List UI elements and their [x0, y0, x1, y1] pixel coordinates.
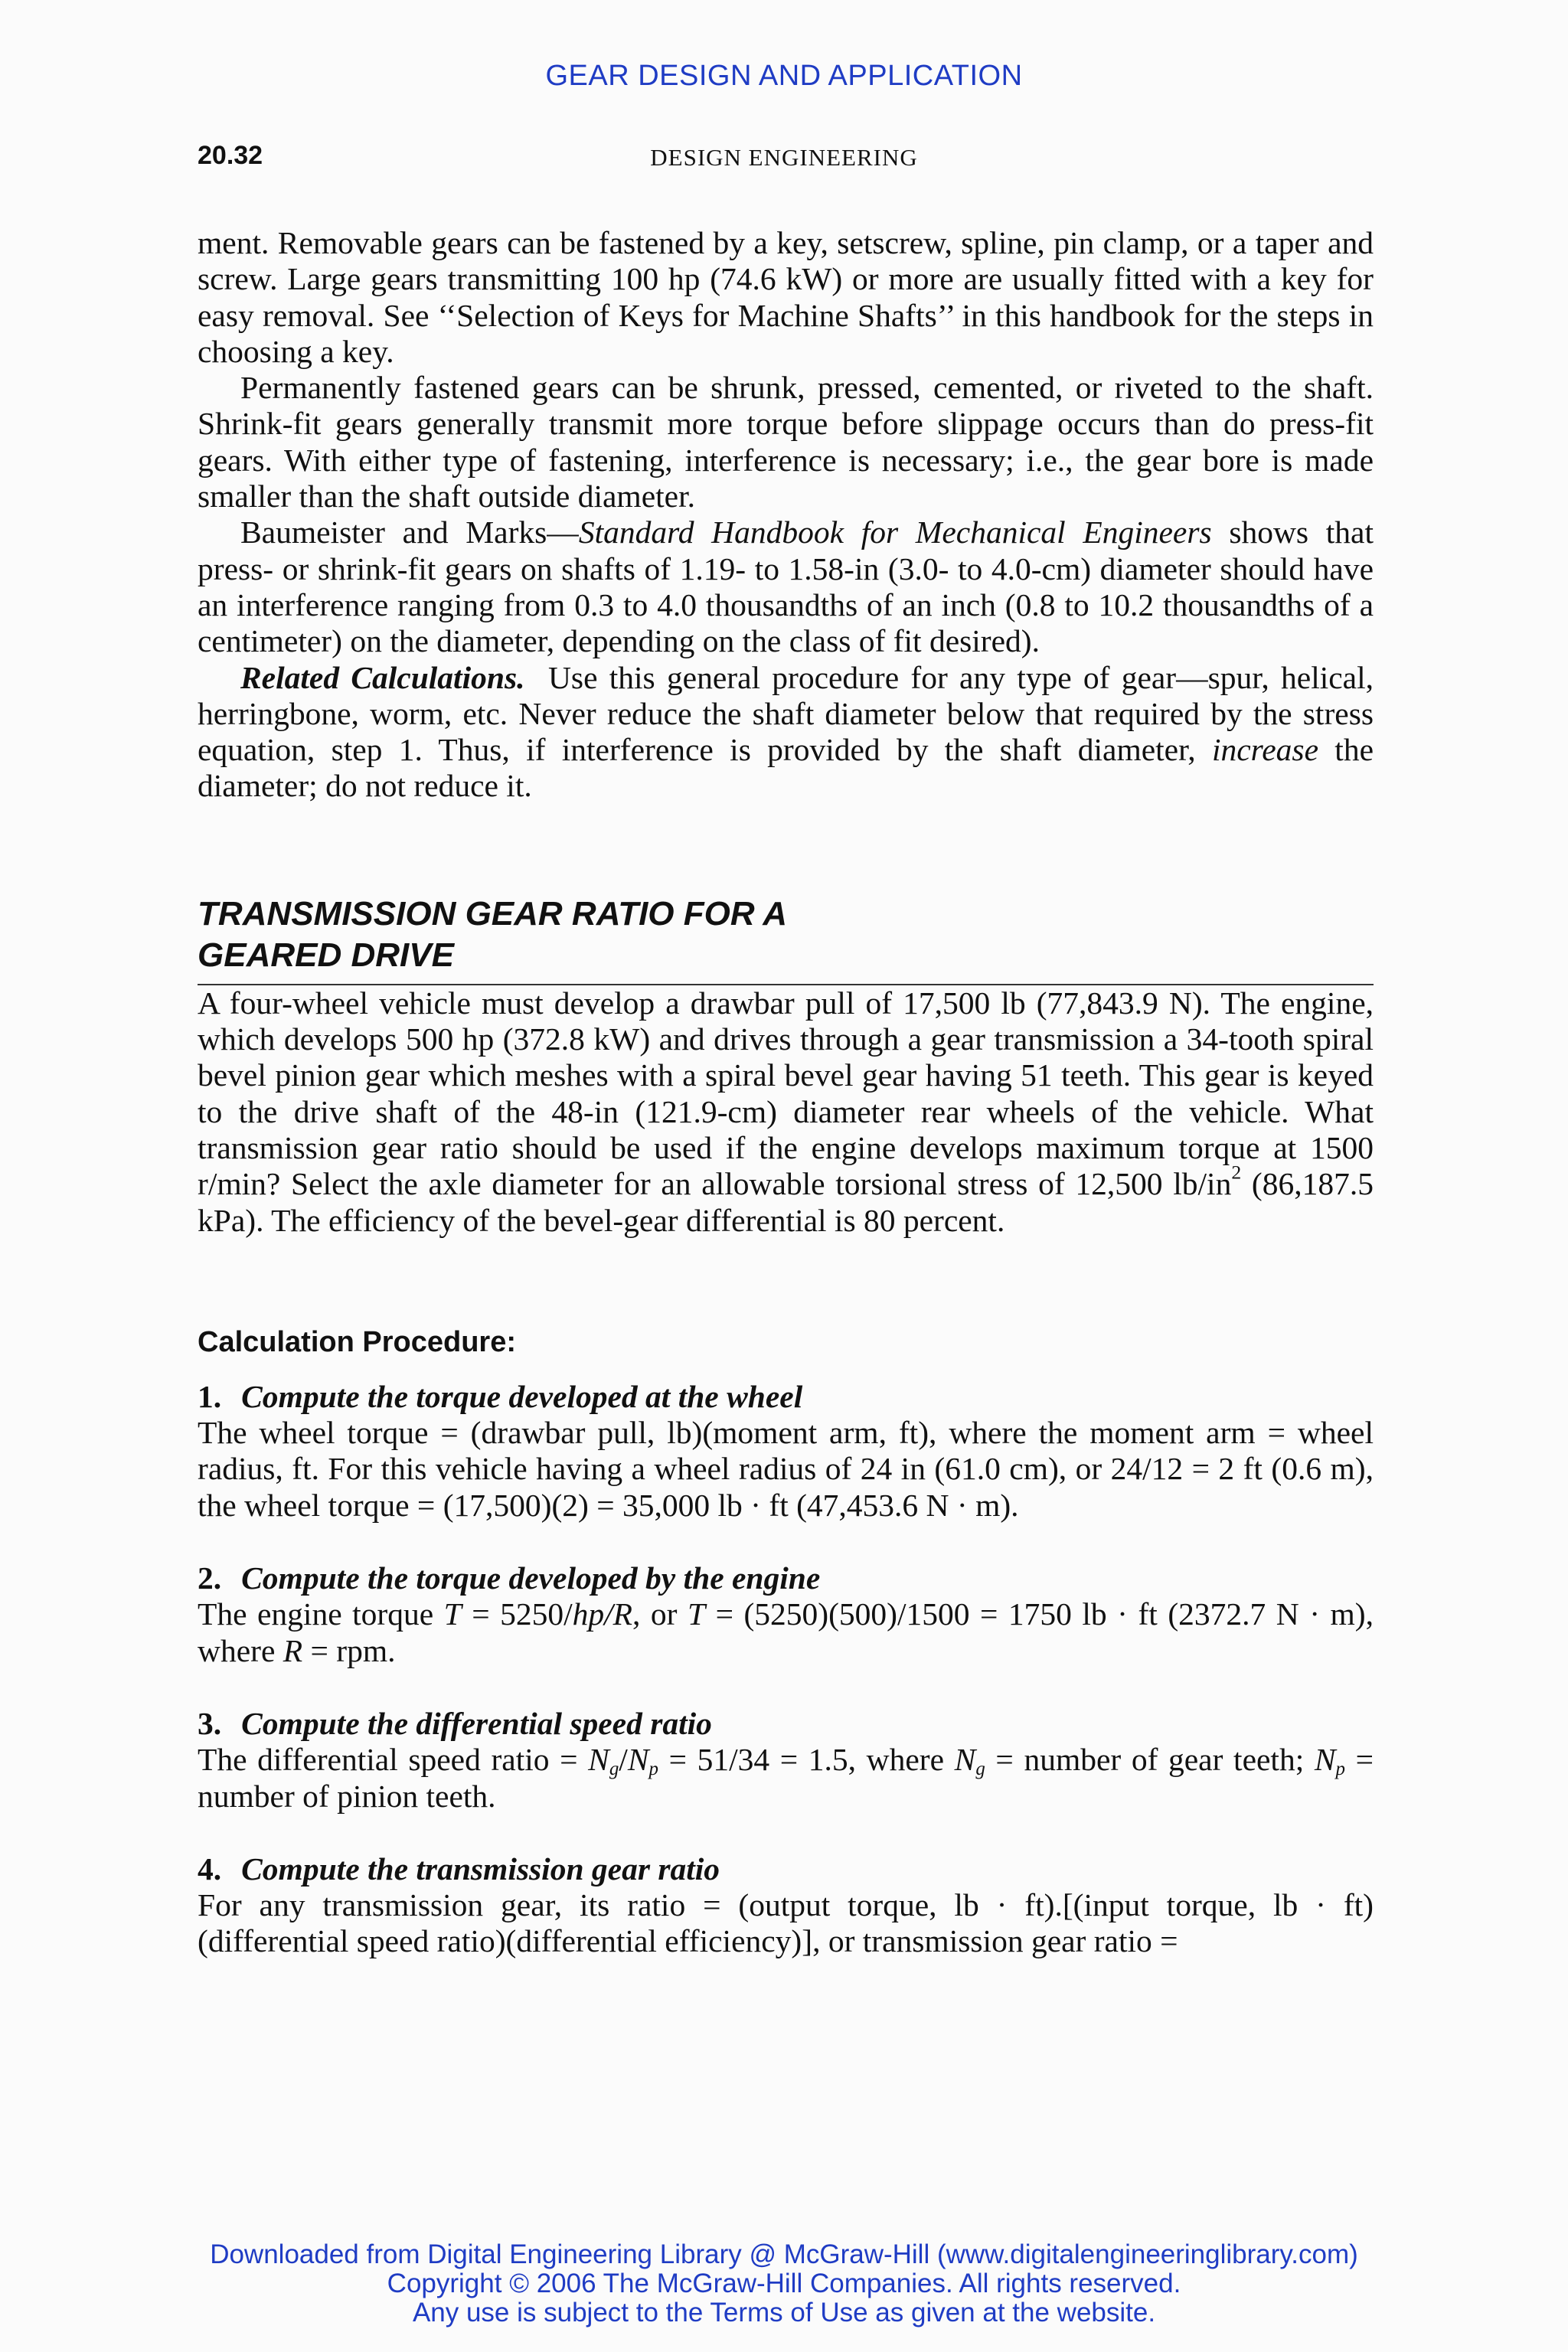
footer-copyright: Copyright © 2006 The McGraw-Hill Companies. All rights reserved.: [387, 2269, 1181, 2298]
problem-statement: A four-wheel vehicle must develop a drawbar pull of 17,500 lb (77,843.9 N). The engine, which develops 500 hp (372.8 kW) and drives through a gear transmission a 34-tooth spiral bevel pinion gear which meshes with a spiral bevel gear having 51 teeth. This gear is keyed to the drive shaft of the 48-in (121.9-cm) diameter rear wheels of the vehicle. What transmission gear ratio should be used if the engine develops maximum torque at 1500 r/min? Select the axle diameter for an allowable torsional stress of 12,500 $lb/in^2$ (86,187.5 kPa). The efficiency of the bevel-gear differential is 80 percent.: [198, 985, 1374, 1238]
step-text: The engine torque T = 5250/hp/R, or T = (5250)(500)/1500 = 1750 lb · ft (2372.7 N · m), where R = rpm.: [198, 1596, 1374, 1668]
step-text: The wheel torque = (drawbar pull, lb)(moment arm, ft), where the moment arm = wheel radius, ft. For this vehicle having a wheel radius of 24 in (61.0 cm), or 24/12 = 2 ft (0.6 m), the wheel torque = (17,500)(2) = 35,000 lb · ft (47,453.6 N · m).: [198, 1415, 1374, 1523]
paragraph-interference: Baumeister and Marks—Standard Handbook for Mechanical Engineers shows that press- or shrink-fit gears on shafts of 1.19- to 1.58-in (3.0- to 4.0-cm) diameter should have an interference ranging from 0.3 to 4.0 thousandths of an inch (0.8 to 10.2 thousandths of a centimeter) on the diameter, depending on the class of fit desired).: [198, 514, 1374, 659]
step-4: [198, 1851, 1374, 1960]
step-title: 2. Compute the torque developed by the engine: [198, 1560, 821, 1596]
related-calculations-runin: Related Calculations.: [240, 659, 525, 695]
footer-download-link[interactable]: Downloaded from Digital Engineering Library @ McGraw-Hill (www.digitalengineeringlibrary.com): [210, 2239, 1358, 2269]
footer-notice: [0, 2240, 1568, 2328]
calculation-procedure-heading: Calculation Procedure:: [198, 1325, 516, 1358]
step-2: [198, 1560, 1374, 1669]
step-1: [198, 1379, 1374, 1524]
step-3: [198, 1706, 1374, 1815]
step-title: 3. Compute the differential speed ratio: [198, 1705, 712, 1741]
paragraph-related-calculations: Related Calculations. Use this general procedure for any type of gear—spur, helical, herringbone, worm, etc. Never reduce the shaft diameter below that required by the stress equation, step 1. Thus, if interference is provided by the shaft diameter, increase the diameter; do not reduce it.: [198, 659, 1382, 804]
step-text: For any transmission gear, its ratio = (output torque, lb · ft).[(input torque, lb · ft)(differential speed ratio)(differential efficiency)], or transmission gear ratio =: [198, 1887, 1374, 1959]
book-title: Standard Handbook for Mechanical Engineers: [578, 514, 1212, 550]
step-title: 1. Compute the torque developed at the wheel: [198, 1378, 803, 1414]
paragraph-permanent-fastening: Permanently fastened gears can be shrunk, pressed, cemented, or riveted to the shaft. Shrink-fit gears generally transmit more torque before slippage occurs than do press-fit gears. With either type of fastening, interference is necessary; i.e., the gear bore is made smaller than the shaft outside diameter.: [198, 370, 1374, 514]
step-title: 4. Compute the transmission gear ratio: [198, 1851, 720, 1886]
running-head: DESIGN ENGINEERING: [650, 144, 918, 171]
section-heading: TRANSMISSION GEAR RATIO FOR A GEARED DRIVE: [198, 894, 787, 974]
step-text: The differential speed ratio = $N_g/N_p = 51/34 = 1.5$, where $N_g$ = number of gear teeth; $N_p$ = number of pinion teeth.: [198, 1742, 1374, 1814]
page-number: 20.32: [198, 141, 263, 170]
page-content: [198, 225, 1382, 1960]
footer-terms: Any use is subject to the Terms of Use as given at the website.: [412, 2298, 1156, 2328]
paragraph-continuation: ment. Removable gears can be fastened by a key, setscrew, spline, pin clamp, or a taper and screw. Large gears transmitting 100 hp (74.6 kW) or more are usually fitted with a key for easy removal. See ‘‘Selection of Keys for Machine Shafts’’ in this handbook for the steps in choosing a key.: [198, 225, 1374, 369]
chapter-banner: GEAR DESIGN AND APPLICATION: [545, 60, 1023, 92]
